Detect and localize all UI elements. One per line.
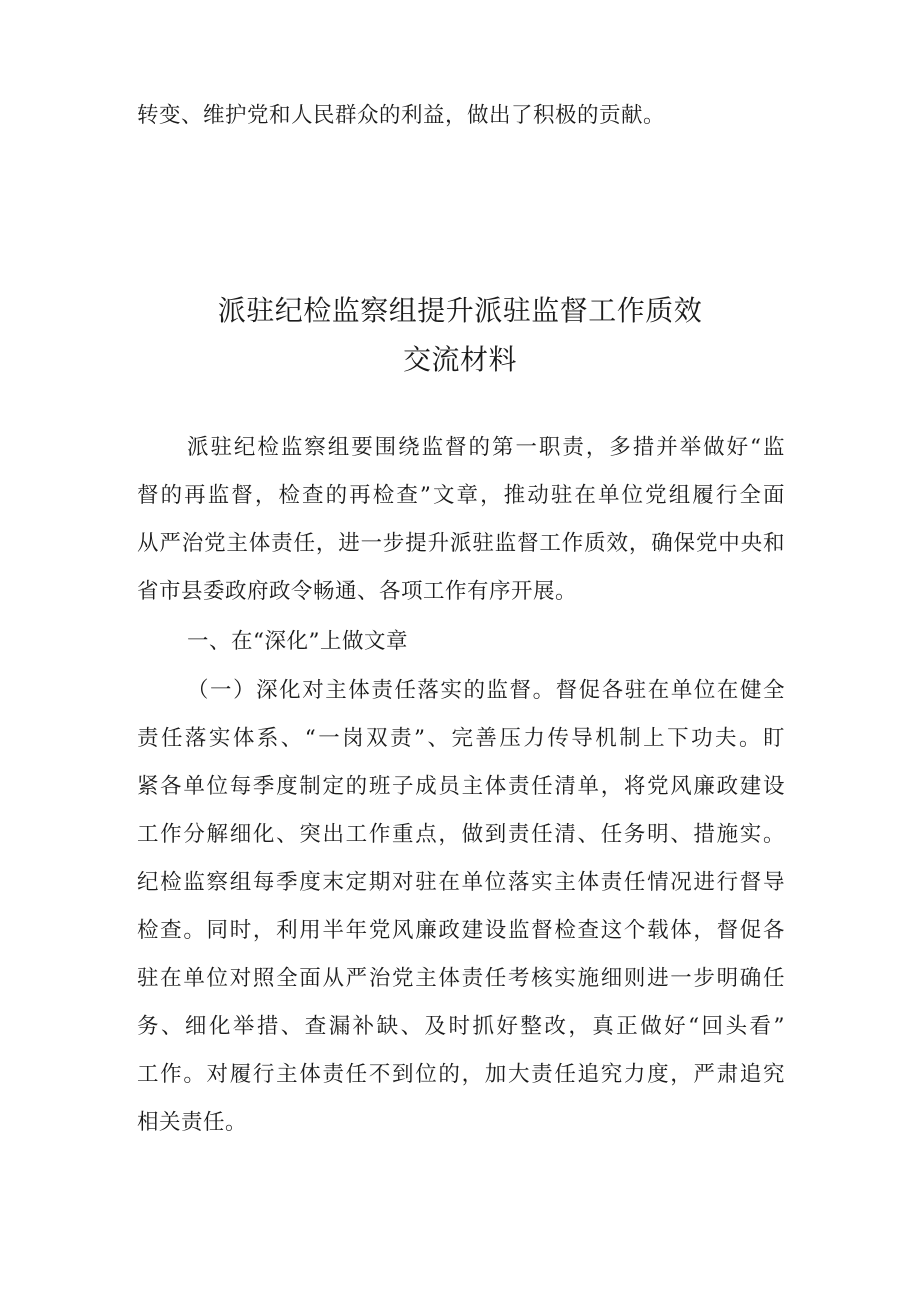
- subsection-line-1: （一）深化对主体责任落实的监督。督促各驻在单位在健全: [187, 678, 785, 703]
- subsection-line-5: 纪检监察组每季度末定期对驻在单位落实主体责任情况进行督导: [137, 870, 785, 895]
- paragraph-continuation-line: 转变、维护党和人民群众的利益，做出了积极的贡献。: [137, 103, 666, 128]
- subsection-line-3: 紧各单位每季度制定的班子成员主体责任清单，将党风廉政建设: [137, 774, 785, 799]
- subsection-line-4: 工作分解细化、突出工作重点，做到责任清、任务明、措施实。: [137, 822, 785, 847]
- subsection-line-6: 检查。同时，利用半年党风廉政建设监督检查这个载体，督促各: [137, 918, 785, 943]
- subsection-line-7: 驻在单位对照全面从严治党主体责任考核实施细则进一步明确任: [137, 966, 785, 991]
- subsection-line-8: 务、细化举措、查漏补缺、及时抓好整改，真正做好“回头看”: [137, 1014, 785, 1039]
- intro-line-4: 省市县委政府政令畅通、各项工作有序开展。: [137, 579, 578, 604]
- intro-line-3: 从严治党主体责任，进一步提升派驻监督工作质效，确保党中央和: [137, 531, 785, 556]
- document-title-line-2: 交流材料: [402, 343, 517, 376]
- subsection-line-9: 工作。对履行主体责任不到位的，加大责任追究力度，严肃追究: [137, 1062, 785, 1087]
- document-title-line-1: 派驻纪检监察组提升派驻监督工作质效: [217, 294, 703, 327]
- subsection-line-2: 责任落实体系、“一岗双责”、完善压力传导机制上下功夫。盯: [137, 726, 785, 751]
- section-heading: 一、在“深化”上做文章: [187, 629, 408, 654]
- intro-line-2: 督的再监督，检查的再检查”文章，推动驻在单位党组履行全面: [137, 483, 785, 508]
- intro-line-1: 派驻纪检监察组要围绕监督的第一职责，多措并举做好“监: [187, 435, 785, 460]
- subsection-line-10: 相关责任。: [137, 1110, 248, 1135]
